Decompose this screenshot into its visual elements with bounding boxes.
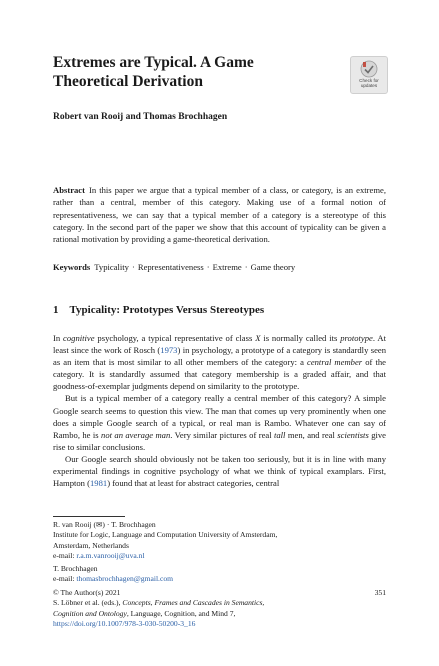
- body-text: [53, 332, 386, 489]
- footnote-divider: [53, 516, 125, 517]
- citation-link[interactable]: 1981: [90, 478, 108, 489]
- keyword-separator: ·: [131, 262, 135, 272]
- section-number: 1: [53, 304, 59, 316]
- abstract-label: Abstract: [53, 185, 85, 195]
- paragraph: But is a typical member of a category really a central member of this category? A simple Google search seems to question this view. The man that comes up very prominently when one does a simple Google search of a typical, or real man is Rambo. Whatever one can say of Rambo, he is not an average man. Very similar pictures of real tall men, and real scientists give rise to similar conclusions.: [53, 393, 386, 452]
- page-number: 351: [374, 588, 386, 597]
- keyword-item: Typicality: [94, 262, 129, 272]
- check-for-updates-icon: [360, 60, 378, 78]
- paragraph: Our Google search should obviously not be taken too seriously, but it is in line with many experimental findings in cognitive psychology of what we think of typical examplars. First, Hampton (1981) found that at least for abstract categories, central: [53, 453, 386, 489]
- keyword-item: Representativeness: [137, 262, 204, 272]
- keyword-separator: ·: [206, 262, 210, 272]
- doi-link[interactable]: https://doi.org/10.1007/978-3-030-50200-3_16: [53, 619, 196, 629]
- section-heading: [53, 303, 264, 317]
- section-title: Typicality: Prototypes Versus Stereotypes: [69, 304, 265, 316]
- keyword-separator: ·: [244, 262, 248, 272]
- keyword-item: Extreme: [212, 262, 242, 272]
- citation-link[interactable]: 1973: [160, 345, 178, 356]
- author-list: Robert van Rooij and Thomas Brochhagen: [53, 112, 228, 122]
- email-link[interactable]: thomasbrochhagen@gmail.com: [76, 574, 174, 584]
- abstract-text: In this paper we argue that a typical member of a class, or category, is an extreme, rather than a central, member of this category. Making use of a formal notion of representativeness, we can say that a typical member of a category is a stereotype of this category. In the second part of the paper we show that this account of typicality can be given a rational motivation by providing a game-theoretical derivation.: [53, 185, 386, 245]
- email-link[interactable]: r.a.m.vanrooij@uva.nl: [76, 551, 145, 561]
- paper-title: Extremes are Typical. A Game Theoretical Derivation: [53, 54, 254, 90]
- copyright-notice: © The Author(s) 2021 S. Löbner et al. (eds.), Concepts, Frames and Cascades in Semantics, Cognition and Ontology, Language, Cognition, and Mind 7, https://doi.org/10.1007/978-3-030-50200-3_16: [53, 588, 265, 629]
- keyword-item: Game theory: [250, 262, 296, 272]
- badge-label: Check for updates: [359, 78, 379, 89]
- abstract: [53, 184, 386, 245]
- author-affiliation: R. van Rooij (✉) · T. Brochhagen Institute for Logic, Language and Computation University of Amsterdam, Amsterdam, Netherlands e-mail: r.a.m.vanrooij@uva.nl: [53, 520, 278, 561]
- check-for-updates-badge[interactable]: [350, 56, 388, 94]
- author-affiliation: T. Brochhagen e-mail: thomasbrochhagen@gmail.com: [53, 564, 174, 584]
- paragraph: In cognitive psychology, a typical representative of class X is normally called its prototype. At least since the work of Rosch (1973) in psychology, a prototype of a category is standardly seen as an item that is most similar to all other members of the category: a central member of the category. It is standardly assumed that category membership is a graded affair, and that goodness-of-exemplar judgments depend on similarity to the prototype.: [53, 333, 387, 392]
- keywords-label: Keywords: [53, 262, 91, 272]
- keywords: [53, 261, 386, 273]
